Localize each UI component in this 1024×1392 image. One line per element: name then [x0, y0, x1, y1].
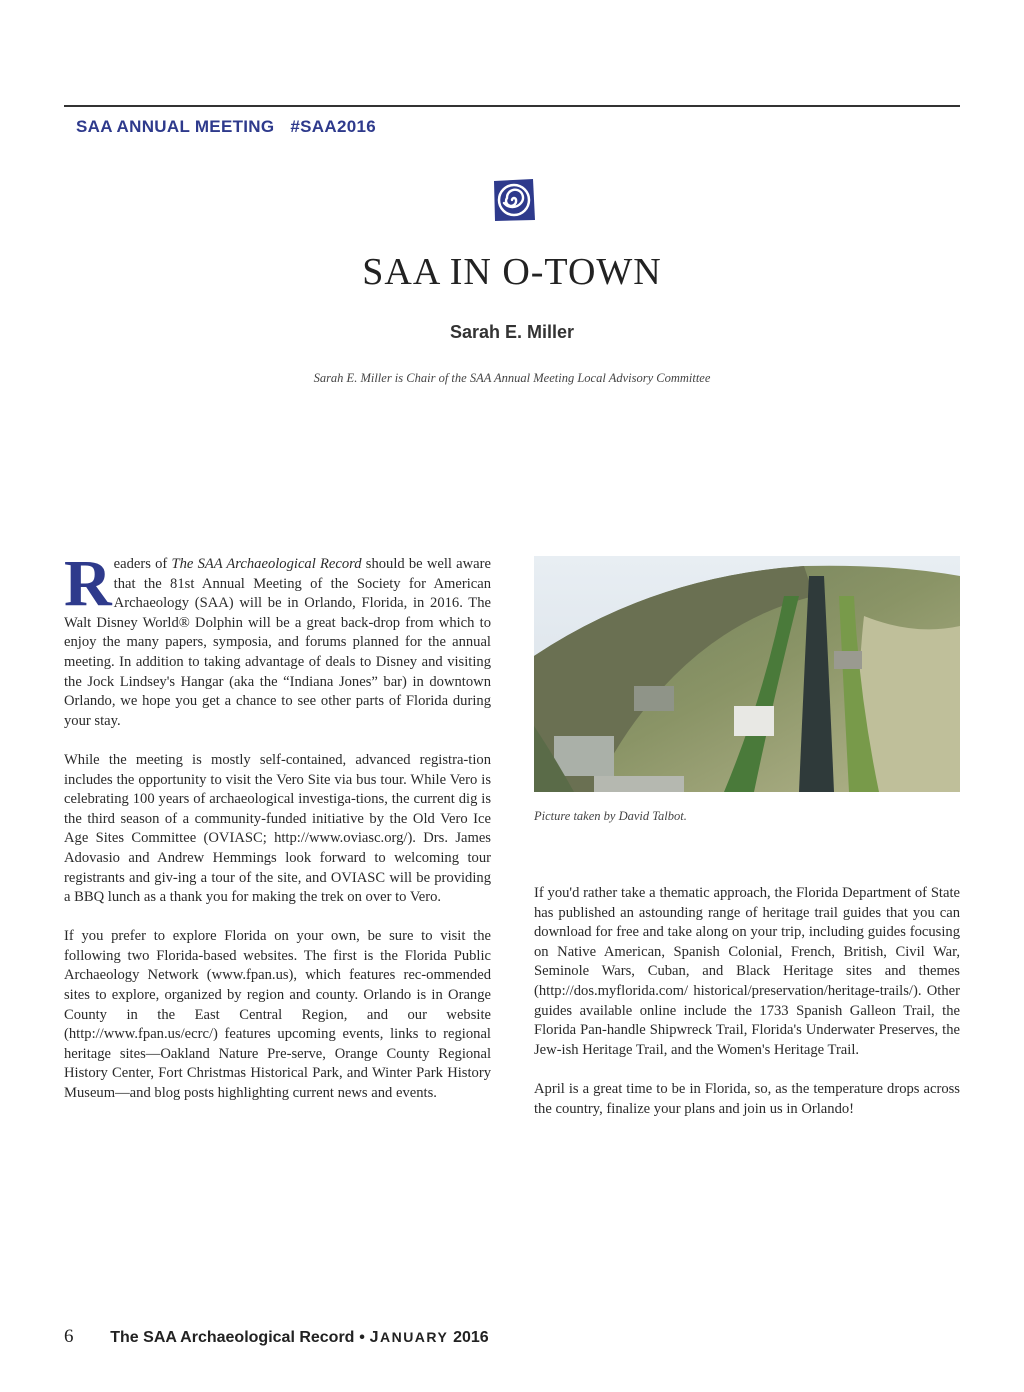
paragraph: While the meeting is mostly self-contained, advanced registra-tion includes the opportunity to visit the Vero Site via bus tour. While Vero is celebrating 100 years of archaeological investiga-tions, the current dig is the third season of a community-funded initiative by the Old Vero Ice Age Sites Committee (OVIASC; http://www.oviasc.org/). Drs. James Adovasio and Andrew Hemmings look forward to welcoming tour registrants and giv-ing a tour of the site, and OVIASC will be providing a BBQ lunch as a thank you for making the trek on over to Vero. — [64, 751, 491, 906]
section-header — [76, 117, 376, 137]
section-label: SAA ANNUAL MEETING — [76, 117, 275, 136]
issue-month: JANUARY — [369, 1329, 449, 1346]
publication-name: The SAA Archaeological Record — [110, 1329, 355, 1346]
left-column — [64, 547, 491, 1123]
paragraph: If you'd rather take a thematic approach, the Florida Department of State has published an astounding range of heritage trail guides that you can download for free and take along on your trip, including guides focusing on Native American, Spanish Colonial, French, British, Civil War, Seminole Wars, Cuban, and Black Heritage sites and themes (http://dos.myflorida.com/ historical/preservation/heritage-trails/). Other guides available online include the 1733 Spanish Galleon Trail, the Florida Pan-handle Shipwreck Trail, Florida's Underwater Preserves, the Jew-ish Heritage Trail, and the Women's Heritage Trail. — [534, 885, 960, 1058]
paragraph: April is a great time to be in Florida, so, as the temperature drops across the country, finalize your plans and join us in Orlando! — [534, 1080, 960, 1117]
photo-caption: Picture taken by David Talbot. — [534, 809, 687, 823]
right-column — [534, 884, 960, 1139]
drop-cap: R — [64, 547, 112, 620]
footer-bullet: • — [359, 1329, 365, 1346]
article-author: Sarah E. Miller — [449, 322, 575, 342]
page-number: 6 — [64, 1326, 74, 1347]
aerial-photo — [534, 556, 960, 792]
header-rule — [64, 105, 960, 107]
spiral-logo-icon — [492, 178, 536, 222]
article-title: SAA IN O-TOWN — [362, 251, 662, 293]
paragraph: If you prefer to explore Florida on your own, be sure to visit the following two Florida-based websites. The first is the Florida Public Archaeology Network (www.fpan.us), which features rec-ommended sites to explore, organized by region and county. Orlando is in Orange County in the East Central Region, and our website (http://www.fpan.us/ecrc/) features upcoming events, links to regional heritage sites—Oakland Nature Pre-serve, Orange County Regional History Center, Fort Christmas Historical Park, and Winter Park History Museum—and blog posts highlighting current news and events. — [64, 928, 491, 1102]
section-hashtag: #SAA2016 — [290, 117, 376, 136]
paragraph: Readers of The SAA Archaeological Record should be well aware that the 81st Annual Meeting of the Society for American Archaeology (SAA) will be in Orlando, Florida, in 2016. The Walt Disney World® Dolphin will be a great back-drop from which to enjoy the many papers, symposia, and forums planned for the annual meeting. In addition to taking advantage of deals to Disney and visiting the Jock Lindsey's Hangar (aka the “Indiana Jones” bar) in downtown Orlando, we hope you get a chance to see other parts of Florida during your stay. — [64, 547, 491, 729]
page-footer — [64, 1326, 489, 1348]
publication-title: The SAA Archaeological Record — [171, 556, 362, 572]
issue-year: 2016 — [453, 1329, 489, 1346]
author-affiliation: Sarah E. Miller is Chair of the SAA Annual Meeting Local Advisory Committee — [313, 371, 711, 385]
